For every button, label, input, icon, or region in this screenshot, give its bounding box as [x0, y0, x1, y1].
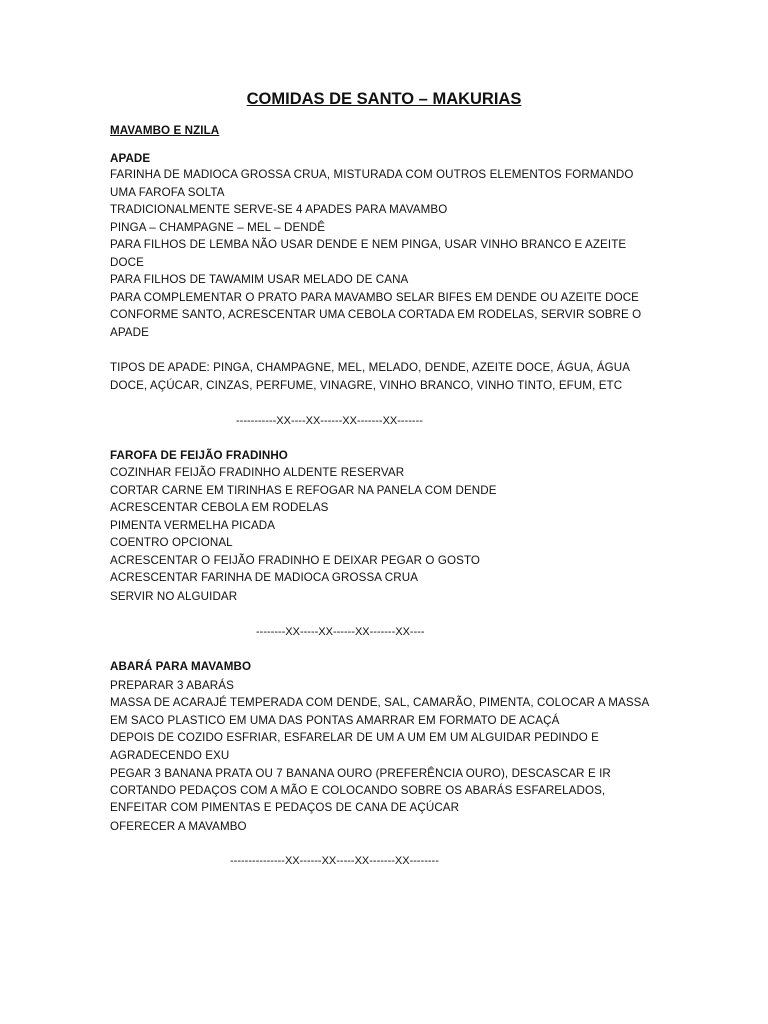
apade-line: PINGA – CHAMPAGNE – MEL – DENDÊ [110, 221, 326, 234]
abara-line: CORTANDO PEDAÇOS COM A MÃO E COLOCANDO SOBRE OS ABARÁS ESFARELADOS, [110, 784, 606, 797]
apade-line: PARA FILHOS DE LEMBA NÃO USAR DENDE E NEM PINGA, USAR VINHO BRANCO E AZEITE [110, 238, 627, 251]
apade-line: CONFORME SANTO, ACRESCENTAR UMA CEBOLA CORTADA EM RODELAS, SERVIR SOBRE O [110, 308, 642, 321]
farofa-line: COZINHAR FEIJÃO FRADINHO ALDENTE RESERVAR [110, 466, 405, 479]
apade-line: TRADICIONALMENTE SERVE-SE 4 APADES PARA MAVAMBO [110, 203, 448, 216]
farofa-heading: FAROFA DE FEIJÃO FRADINHO [110, 449, 288, 462]
abara-line: AGRADECENDO EXU [110, 749, 230, 762]
apade-line: PARA COMPLEMENTAR O PRATO PARA MAVAMBO SELAR BIFES EM DENDE OU AZEITE DOCE [110, 291, 640, 304]
abara-line: MASSA DE ACARAJÉ TEMPERADA COM DENDE, SAL, CAMARÃO, PIMENTA, COLOCAR A MASSA [110, 696, 650, 709]
farofa-line: ACRESCENTAR O FEIJÃO FRADINHO E DEIXAR PEGAR O GOSTO [110, 554, 481, 567]
abara-line: DEPOIS DE COZIDO ESFRIAR, ESFARELAR DE UM A UM EM UM ALGUIDAR PEDINDO E [110, 731, 599, 744]
document-title: COMIDAS DE SANTO – MAKURIAS [246, 90, 522, 108]
apade-types-line: TIPOS DE APADE: PINGA, CHAMPAGNE, MEL, MELADO, DENDE, AZEITE DOCE, ÁGUA, ÁGUA [110, 361, 631, 374]
apade-line: PARA FILHOS DE TAWAMIM USAR MELADO DE CANA [110, 273, 409, 286]
section-separator: ---------------XX------XX-----XX-------XX-------- [230, 855, 439, 867]
apade-line: DOCE [110, 256, 144, 269]
farofa-line: ACRESCENTAR CEBOLA EM RODELAS [110, 501, 329, 514]
abara-line: PREPARAR 3 ABARÁS [110, 679, 234, 692]
farofa-line: PIMENTA VERMELHA PICADA [110, 519, 276, 532]
apade-heading: APADE [110, 152, 151, 165]
apade-line: UMA FAROFA SOLTA [110, 186, 225, 199]
apade-line: FARINHA DE MADIOCA GROSSA CRUA, MISTURADA COM OUTROS ELEMENTOS FORMANDO [110, 168, 634, 181]
apade-types-line: DOCE, AÇÚCAR, CINZAS, PERFUME, VINAGRE, VINHO BRANCO, VINHO TINTO, EFUM, ETC [110, 379, 623, 392]
abara-heading: ABARÁ PARA MAVAMBO [110, 660, 252, 673]
section-separator: -----------XX----XX------XX-------XX------- [236, 415, 423, 427]
section-heading: MAVAMBO E NZILA [110, 124, 220, 137]
apade-line: APADE [110, 326, 149, 339]
farofa-line: ACRESCENTAR FARINHA DE MADIOCA GROSSA CRUA [110, 571, 419, 584]
section-separator: --------XX-----XX------XX-------XX---- [256, 626, 425, 638]
abara-line: OFERECER A MAVAMBO [110, 820, 247, 833]
farofa-line: COENTRO OPCIONAL [110, 536, 233, 549]
farofa-line: SERVIR NO ALGUIDAR [110, 590, 238, 603]
abara-line: EM SACO PLASTICO EM UMA DAS PONTAS AMARRAR EM FORMATO DE ACAÇÁ [110, 714, 560, 727]
abara-line: PEGAR 3 BANANA PRATA OU 7 BANANA OURO (PREFERÊNCIA OURO), DESCASCAR E IR [110, 767, 611, 780]
farofa-line: CORTAR CARNE EM TIRINHAS E REFOGAR NA PANELA COM DENDE [110, 484, 497, 497]
abara-line: ENFEITAR COM PIMENTAS E PEDAÇOS DE CANA DE AÇÚCAR [110, 801, 460, 814]
